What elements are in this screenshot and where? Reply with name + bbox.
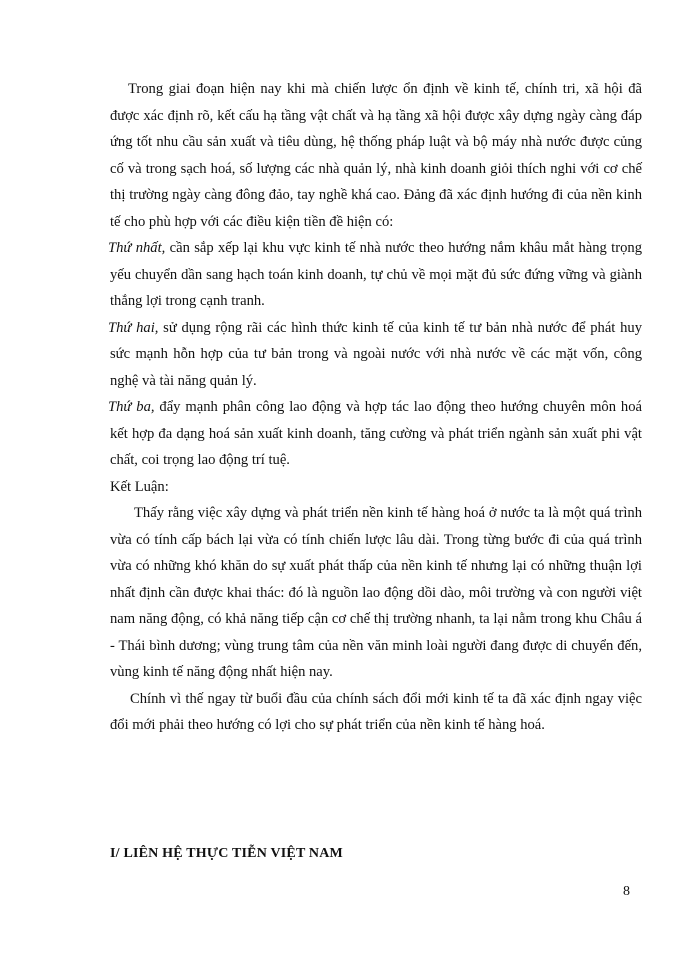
point-third-paragraph — [110, 394, 642, 474]
conclusion-paragraph-2: Chính vì thế ngay từ buổi đầu của chính sách đổi mới kinh tế ta đã xác định ngay việc đổi mới phải theo hướng có lợi cho sự phát triển của nền kinh tế hàng hoá. — [110, 690, 642, 733]
point-second-paragraph — [110, 315, 642, 395]
point-second-lead: Thứ hai, — [108, 319, 159, 336]
page-number: 8 — [623, 884, 630, 899]
point-second-text: sử dụng rộng rãi các hình thức kinh tế của kinh tế tư bản nhà nước để phát huy sức mạnh hỗn hợp của tư bản trong và ngoài nước với nhà nước về các mặt vốn, công nghệ và tài năng quản lý. — [110, 319, 642, 389]
point-third-lead: Thứ ba, — [108, 399, 155, 415]
body-section — [110, 76, 642, 739]
intro-paragraph: Trong giai đoạn hiện nay khi mà chiến lược ổn định về kinh tế, chính tri, xã hội đã được xác định rõ, kết cấu hạ tầng vật chất và hạ tầng xã hội được xây dựng ngày càng đáp ứng tốt nhu cầu sản xuất và tiêu dùng, hệ thống pháp luật và bộ máy nhà nước được củng cố và trong sạch hoá, số lượng các nhà quản lý, nhà kinh doanh giỏi thích nghi với cơ chế thị trường ngày càng đông đảo, tay nghề khá cao. Đảng đã xác định hướng đi của nền kinh tế cho phù hợp với các điều kiện tiền đề hiện có: — [110, 81, 642, 230]
point-third-text: đẩy mạnh phân công lao động và hợp tác lao động theo hướng chuyên môn hoá kết hợp đa dạng hoá sản xuất kinh doanh, tăng cường và phát triển ngành sản xuất phi vật chất, coi trọng lao động trí tuệ. — [110, 399, 642, 468]
point-first-paragraph — [110, 235, 642, 315]
conclusion-paragraph-1: Thấy rằng việc xây dựng và phát triển nền kinh tế hàng hoá ở nước ta là một quá trình vừa có tính cấp bách lại vừa có tính chiến lược lâu dài. Trong từng bước đi của quá trình vừa có những khó khăn do sự xuất phát thấp của nền kinh tế nhưng lại có những thuận lợi nhất định cần được khai thác: đó là nguồn lao động dồi dào, môi trường và con người việt nam năng động, có khả năng tiếp cận cơ chế thị trường nhanh, ta lại nằm trong khu Châu á - Thái bình dương; vùng trung tâm của nền văn minh loài người đang được di chuyển đến, vùng kinh tế năng động nhất hiện nay. — [110, 505, 642, 680]
section-heading: I/ LIÊN HỆ THỰC TIỄN VIỆT NAM — [110, 846, 343, 861]
point-first-lead: Thứ nhất, — [108, 240, 166, 256]
point-first-text: cần sắp xếp lại khu vực kinh tế nhà nước theo hướng nắm khâu mắt hàng trọng yếu chuyển dần sang hạch toán kinh doanh, tự chủ về mọi mặt đủ sức đứng vững và giành thắng lợi trong cạnh tranh. — [110, 240, 642, 309]
conclusion-label: Kết Luận: — [110, 478, 169, 495]
